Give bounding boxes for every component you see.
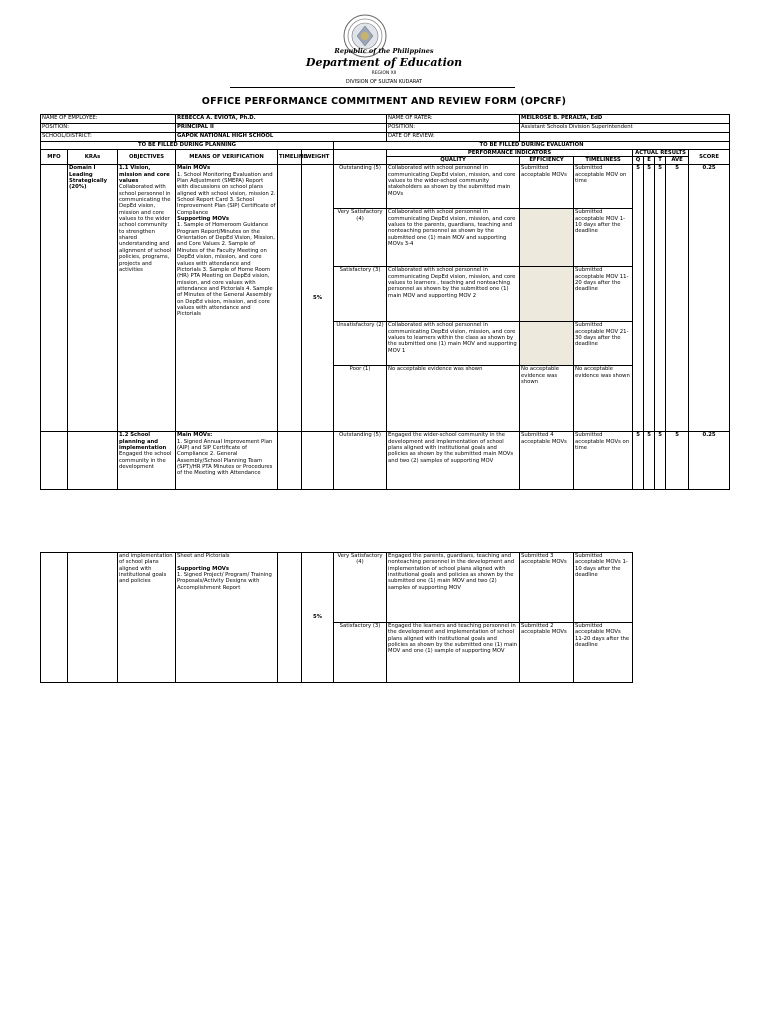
scale-1-1-outstanding: Outstanding (5) — [334, 165, 387, 209]
department-name: Department of Education — [305, 56, 463, 69]
rater-position-label: POSITION: — [387, 124, 520, 133]
efficiency-1-1-5: Submitted acceptable MOVs — [520, 165, 574, 209]
col-e: E — [644, 157, 655, 165]
objective-1-1 — [118, 165, 176, 432]
weight-1-1: 5% — [302, 165, 334, 432]
col-performance-indicators: PERFORMANCE INDICATORS — [387, 150, 633, 157]
region-label: REGION XII — [371, 71, 397, 76]
opcrf-table-page-2 — [40, 552, 730, 683]
scale-1-1-poor: Poor (1) — [334, 366, 387, 432]
school-label: SCHOOL/DISTRICT: — [41, 133, 176, 142]
efficiency-1-2-3: Submitted 2 acceptable MOVs — [520, 623, 574, 683]
employee-position: PRINCIPAL II — [176, 124, 387, 133]
kra-domain-1: Domain I Leading Strategically (20%) — [68, 165, 118, 432]
quality-1-1-3: Collaborated with school personnel in communicating DepEd vision, mission, and core values to learners , teaching and nonteaching personnel as shown by the submitted one (1) main MOV and supporting MOV 2 — [387, 267, 520, 322]
col-mfo: MFO — [41, 150, 68, 165]
rating-q-1-1: 5 — [633, 165, 644, 432]
rating-e-1-2: 5 — [644, 432, 655, 490]
weight-1-2-top — [302, 432, 334, 490]
mov-1-1-support-text: 1. Sample of Homeroom Guidance Program Report/Minutes on the Orientation of DepEd Vision, Mission, and Core Values 2. Sample of Minutes of the Faculty Meeting on DepEd vision, mission, and core values with attendance and Pictorials 3. Sample of Home Room (HR) PTA Meeting on DepEd vision, mission, and core values with attendance and Pictorials 4. Sample of Minutes of the General Assembly on DepEd vision, mission, and core values with attendance and Pictorials — [177, 222, 275, 318]
efficiency-1-1-4 — [520, 209, 574, 267]
evaluation-header: TO BE FILLED DURING EVALUATION — [334, 142, 730, 150]
scale-1-1-unsatisfactory: Unsatisfactory (2) — [334, 322, 387, 366]
scale-1-2-very-satisfactory: Very Satisfactory (4) — [334, 553, 387, 623]
timeline-1-2 — [278, 432, 302, 490]
kra-cell-2b — [68, 553, 118, 683]
timeliness-1-1-2: Submitted acceptable MOV 21-30 days after the deadline — [574, 322, 633, 366]
col-mov: MEANS OF VERIFICATION — [176, 150, 278, 165]
employee-name: REBECCA A. EVIOTA, Ph.D. — [176, 115, 387, 124]
mov-1-2-main-text-cont: Sheet and Pictorials — [177, 553, 230, 559]
header-divider — [230, 87, 515, 88]
col-weight: WEIGHT — [302, 150, 334, 165]
scale-1-1-satisfactory: Satisfactory (3) — [334, 267, 387, 322]
objective-1-1-title: 1.1 Vision, mission and core values — [119, 165, 170, 185]
score-1-2: 0.25 — [689, 432, 730, 490]
quality-1-1-1: No acceptable evidence was shown — [387, 366, 520, 432]
timeliness-1-1-1: No acceptable evidence was shown — [574, 366, 633, 432]
efficiency-1-1-2 — [520, 322, 574, 366]
efficiency-1-2-5: Submitted 4 acceptable MOVs — [520, 432, 574, 490]
timeline-1-2-cont — [278, 553, 302, 683]
col-t: T — [655, 157, 666, 165]
timeliness-1-1-5: Submitted acceptable MOV on time — [574, 165, 633, 209]
col-ave: AVE — [666, 157, 689, 165]
mov-1-1-support-title: Supporting MOVs — [177, 216, 230, 223]
mov-1-2-main-title: Main MOVs: — [177, 432, 213, 439]
mov-1-2 — [176, 432, 278, 490]
mov-1-2-main-text: 1. Signed Annual Improvement Plan (AIP) and SIP Certificate of Compliance 2. General Assembly/School Planning Team (SPT)/HR PTA Minutes or Procedures of the Meeting with Attendance — [177, 438, 273, 477]
rating-t-1-2: 5 — [655, 432, 666, 490]
col-quality: QUALITY — [387, 157, 520, 165]
scale-1-1-very-satisfactory: Very Satisfactory (4) — [334, 209, 387, 267]
position-label: POSITION: — [41, 124, 176, 133]
col-timeliness: TIMELINESS — [574, 157, 633, 165]
quality-1-2-3: Engaged the learners and teaching personnel in the development and implementation of school plans aligned with institutional goals and policies as shown by the submitted one (1) main MOV and one (1) sample of supporting MOV — [387, 623, 520, 683]
mov-1-2-support-text: 1. Signed Project/ Program/ Training Proposals/Activity Designs with Accomplishment Report — [177, 572, 272, 591]
mov-1-1-main-title: Main MOVs — [177, 165, 211, 172]
timeliness-1-2-3: Submitted acceptable MOVs 11-20 days after the deadline — [574, 623, 633, 683]
rater-position: Assistant Schools Division Superintendent — [520, 124, 730, 133]
rating-q-1-2: 5 — [633, 432, 644, 490]
mov-1-1 — [176, 165, 278, 432]
objective-1-2-text: Engaged the school community in the development — [119, 451, 172, 471]
mov-1-2-cont — [176, 553, 278, 683]
rater-name: MEILROSE B. PERALTA, EdD — [520, 115, 730, 124]
rating-ave-1-2: 5 — [666, 432, 689, 490]
rating-e-1-1: 5 — [644, 165, 655, 432]
form-title: OFFICE PERFORMANCE COMMITMENT AND REVIEW FORM (OPCRF) — [201, 96, 567, 107]
col-efficiency: EFFICIENCY — [520, 157, 574, 165]
review-date — [520, 133, 730, 142]
score-1-1: 0.25 — [689, 165, 730, 432]
rating-ave-1-1: 5 — [666, 165, 689, 432]
opcrf-table-page-1 — [40, 114, 730, 490]
review-date-label: DATE OF REVIEW: — [387, 133, 520, 142]
mfo-cell — [41, 165, 68, 432]
efficiency-1-2-4: Submitted 3 acceptable MOVs — [520, 553, 574, 623]
col-q: Q — [633, 157, 644, 165]
scale-1-2-outstanding: Outstanding (5) — [334, 432, 387, 490]
mov-1-2-support-title: Supporting MOVs — [177, 565, 230, 572]
employee-label: NAME OF EMPLOYEE: — [41, 115, 176, 124]
rating-t-1-1: 5 — [655, 165, 666, 432]
objective-1-1-text: Collaborated with school personnel in communicating the DepEd vision, mission and core values to the wider school community to strengthen shared understanding and alignment of school policies, programs, projects and activities — [119, 184, 172, 273]
objective-1-2-cont: and implementation of school plans aligned with institutional goals and policies — [118, 553, 176, 683]
col-objectives: OBJECTIVES — [118, 150, 176, 165]
timeline-1-1 — [278, 165, 302, 432]
quality-1-2-5: Engaged the wider-school community in the development and implementation of school plans aligned with institutional goals and policies as shown by the submitted main MOVs and two (2) samples of supporting MOV — [387, 432, 520, 490]
planning-header: TO BE FILLED DURING PLANNING — [41, 142, 334, 150]
objective-1-2-title: 1.2 School planning and implementation — [119, 432, 167, 452]
mov-1-1-main-text: 1. School Monitoring Evaluation and Plan Adjustment (SMEPA) Report with discussions on school plans aligned with school vision, mission 2. School Report Card 3. School Improvement Plan (SIP) Certificate of Compliance — [177, 171, 276, 216]
timeliness-1-1-4: Submitted acceptable MOV 1-10 days after the deadline — [574, 209, 633, 267]
quality-1-2-4: Engaged the parents, guardians, teaching and nonteaching personnel in the development and implementation of school plans aligned with institutional goals and policies as shown by the submitted one (1) main MOV and two (2) samples of supporting MOV — [387, 553, 520, 623]
efficiency-1-1-3 — [520, 267, 574, 322]
quality-1-1-2: Collaborated with school personnel in communicating DepEd vision, mission, and core values to learners within the class as shown by the submitted one (1) main MOV and supporting MOV 1 — [387, 322, 520, 366]
mfo-cell-2b — [41, 553, 68, 683]
col-kras: KRAs — [68, 150, 118, 165]
rater-label: NAME OF RATER: — [387, 115, 520, 124]
col-score: SCORE — [689, 150, 730, 165]
objective-1-2 — [118, 432, 176, 490]
col-timeline: TIMELINE — [278, 150, 302, 165]
timeliness-1-2-5: Submitted acceptable MOVs on time — [574, 432, 633, 490]
efficiency-1-1-1: No acceptable evidence was shown — [520, 366, 574, 432]
mfo-cell-2 — [41, 432, 68, 490]
kra-cell-2 — [68, 432, 118, 490]
division-label: DIVISION OF SULTAN KUDARAT — [345, 79, 423, 85]
col-actual-results — [633, 150, 689, 157]
school-name: GAPOK NATIONAL HIGH SCHOOL — [176, 133, 387, 142]
quality-1-1-4: Collaborated with school personnel in communicating DepEd vision, mission, and core values to the parents, guardians, teaching and nonteaching personnel as shown by the submitted one (1) main MOV and supporting MOVs 3-4 — [387, 209, 520, 267]
quality-1-1-5: Collaborated with school personnel in communicating DepEd vision, mission, and core values to the wider-school community stakeholders as shown by the submitted main MOVs — [387, 165, 520, 209]
timeliness-1-1-3: Submitted acceptable MOV 11-20 days after the deadline — [574, 267, 633, 322]
weight-1-2: 5% — [302, 553, 334, 683]
timeliness-1-2-4: Submitted acceptable MOVs 1-10 days after the deadline — [574, 553, 633, 623]
scale-1-2-satisfactory: Satisfactory (3) — [334, 623, 387, 683]
actual-label: ACTUAL RESULTS — [635, 150, 686, 156]
republic-label: Republic of the Philippines — [334, 47, 434, 55]
